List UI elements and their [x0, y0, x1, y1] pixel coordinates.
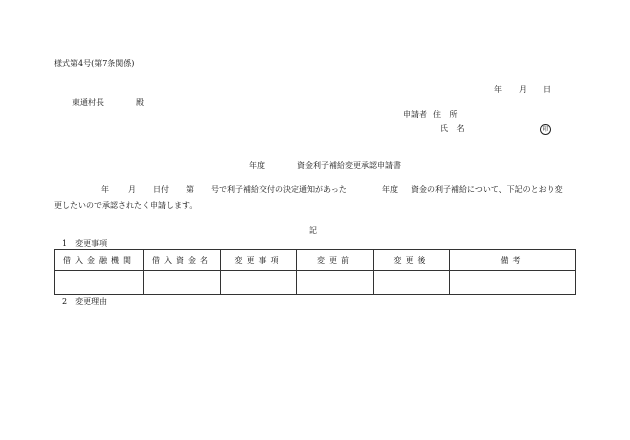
- cell-after[interactable]: [374, 271, 450, 295]
- date-year-label: 年: [494, 85, 502, 94]
- body-text-a: 号で利子補給交付の決定通知があった: [211, 185, 347, 194]
- cell-loan-name[interactable]: [144, 271, 221, 295]
- page-title: 資金利子補給変更承認申請書: [297, 161, 401, 170]
- header-before: 変更前: [297, 250, 374, 271]
- cell-lender[interactable]: [55, 271, 144, 295]
- date-day-label: 日: [543, 85, 551, 94]
- seal-mark: 印: [540, 124, 551, 135]
- ki-heading: 記: [309, 226, 317, 235]
- header-change-item: 変更事項: [221, 250, 297, 271]
- header-lender: 借入金融機関: [55, 250, 144, 271]
- header-remarks: 備考: [450, 250, 576, 271]
- table-header-row: [55, 250, 576, 271]
- body-fiscal-year: 年度: [382, 185, 398, 194]
- body-month: 月: [128, 185, 136, 194]
- cell-change-item[interactable]: [221, 271, 297, 295]
- cell-before[interactable]: [297, 271, 374, 295]
- table-row: [55, 271, 576, 295]
- body-text-b: 資金の利子補給について、下記のとおり変: [411, 185, 563, 194]
- applicant-label: 申請者: [403, 110, 427, 119]
- header-after: 変更後: [374, 250, 450, 271]
- cell-remarks[interactable]: [450, 271, 576, 295]
- changes-table: [54, 249, 576, 295]
- applicant-name-label: 氏 名: [440, 124, 468, 133]
- section-1-heading: 1 変更事項: [62, 239, 108, 248]
- body-day: 日付: [153, 185, 169, 194]
- form-number: 様式第4号(第7条関係): [54, 59, 135, 68]
- body-year: 年: [101, 185, 109, 194]
- applicant-address-label: 住 所: [433, 110, 461, 119]
- date-month-label: 月: [519, 85, 527, 94]
- body-line2: 更したいので承認されたく申請します。: [54, 201, 198, 210]
- body-number-prefix: 第: [186, 185, 194, 194]
- addressee-name: 東通村長: [72, 98, 104, 107]
- title-year-label: 年度: [249, 161, 265, 170]
- header-loan-name: 借入資金名: [144, 250, 221, 271]
- addressee-honorific: 殿: [136, 98, 144, 107]
- section-2-heading: 2 変更理由: [62, 297, 108, 306]
